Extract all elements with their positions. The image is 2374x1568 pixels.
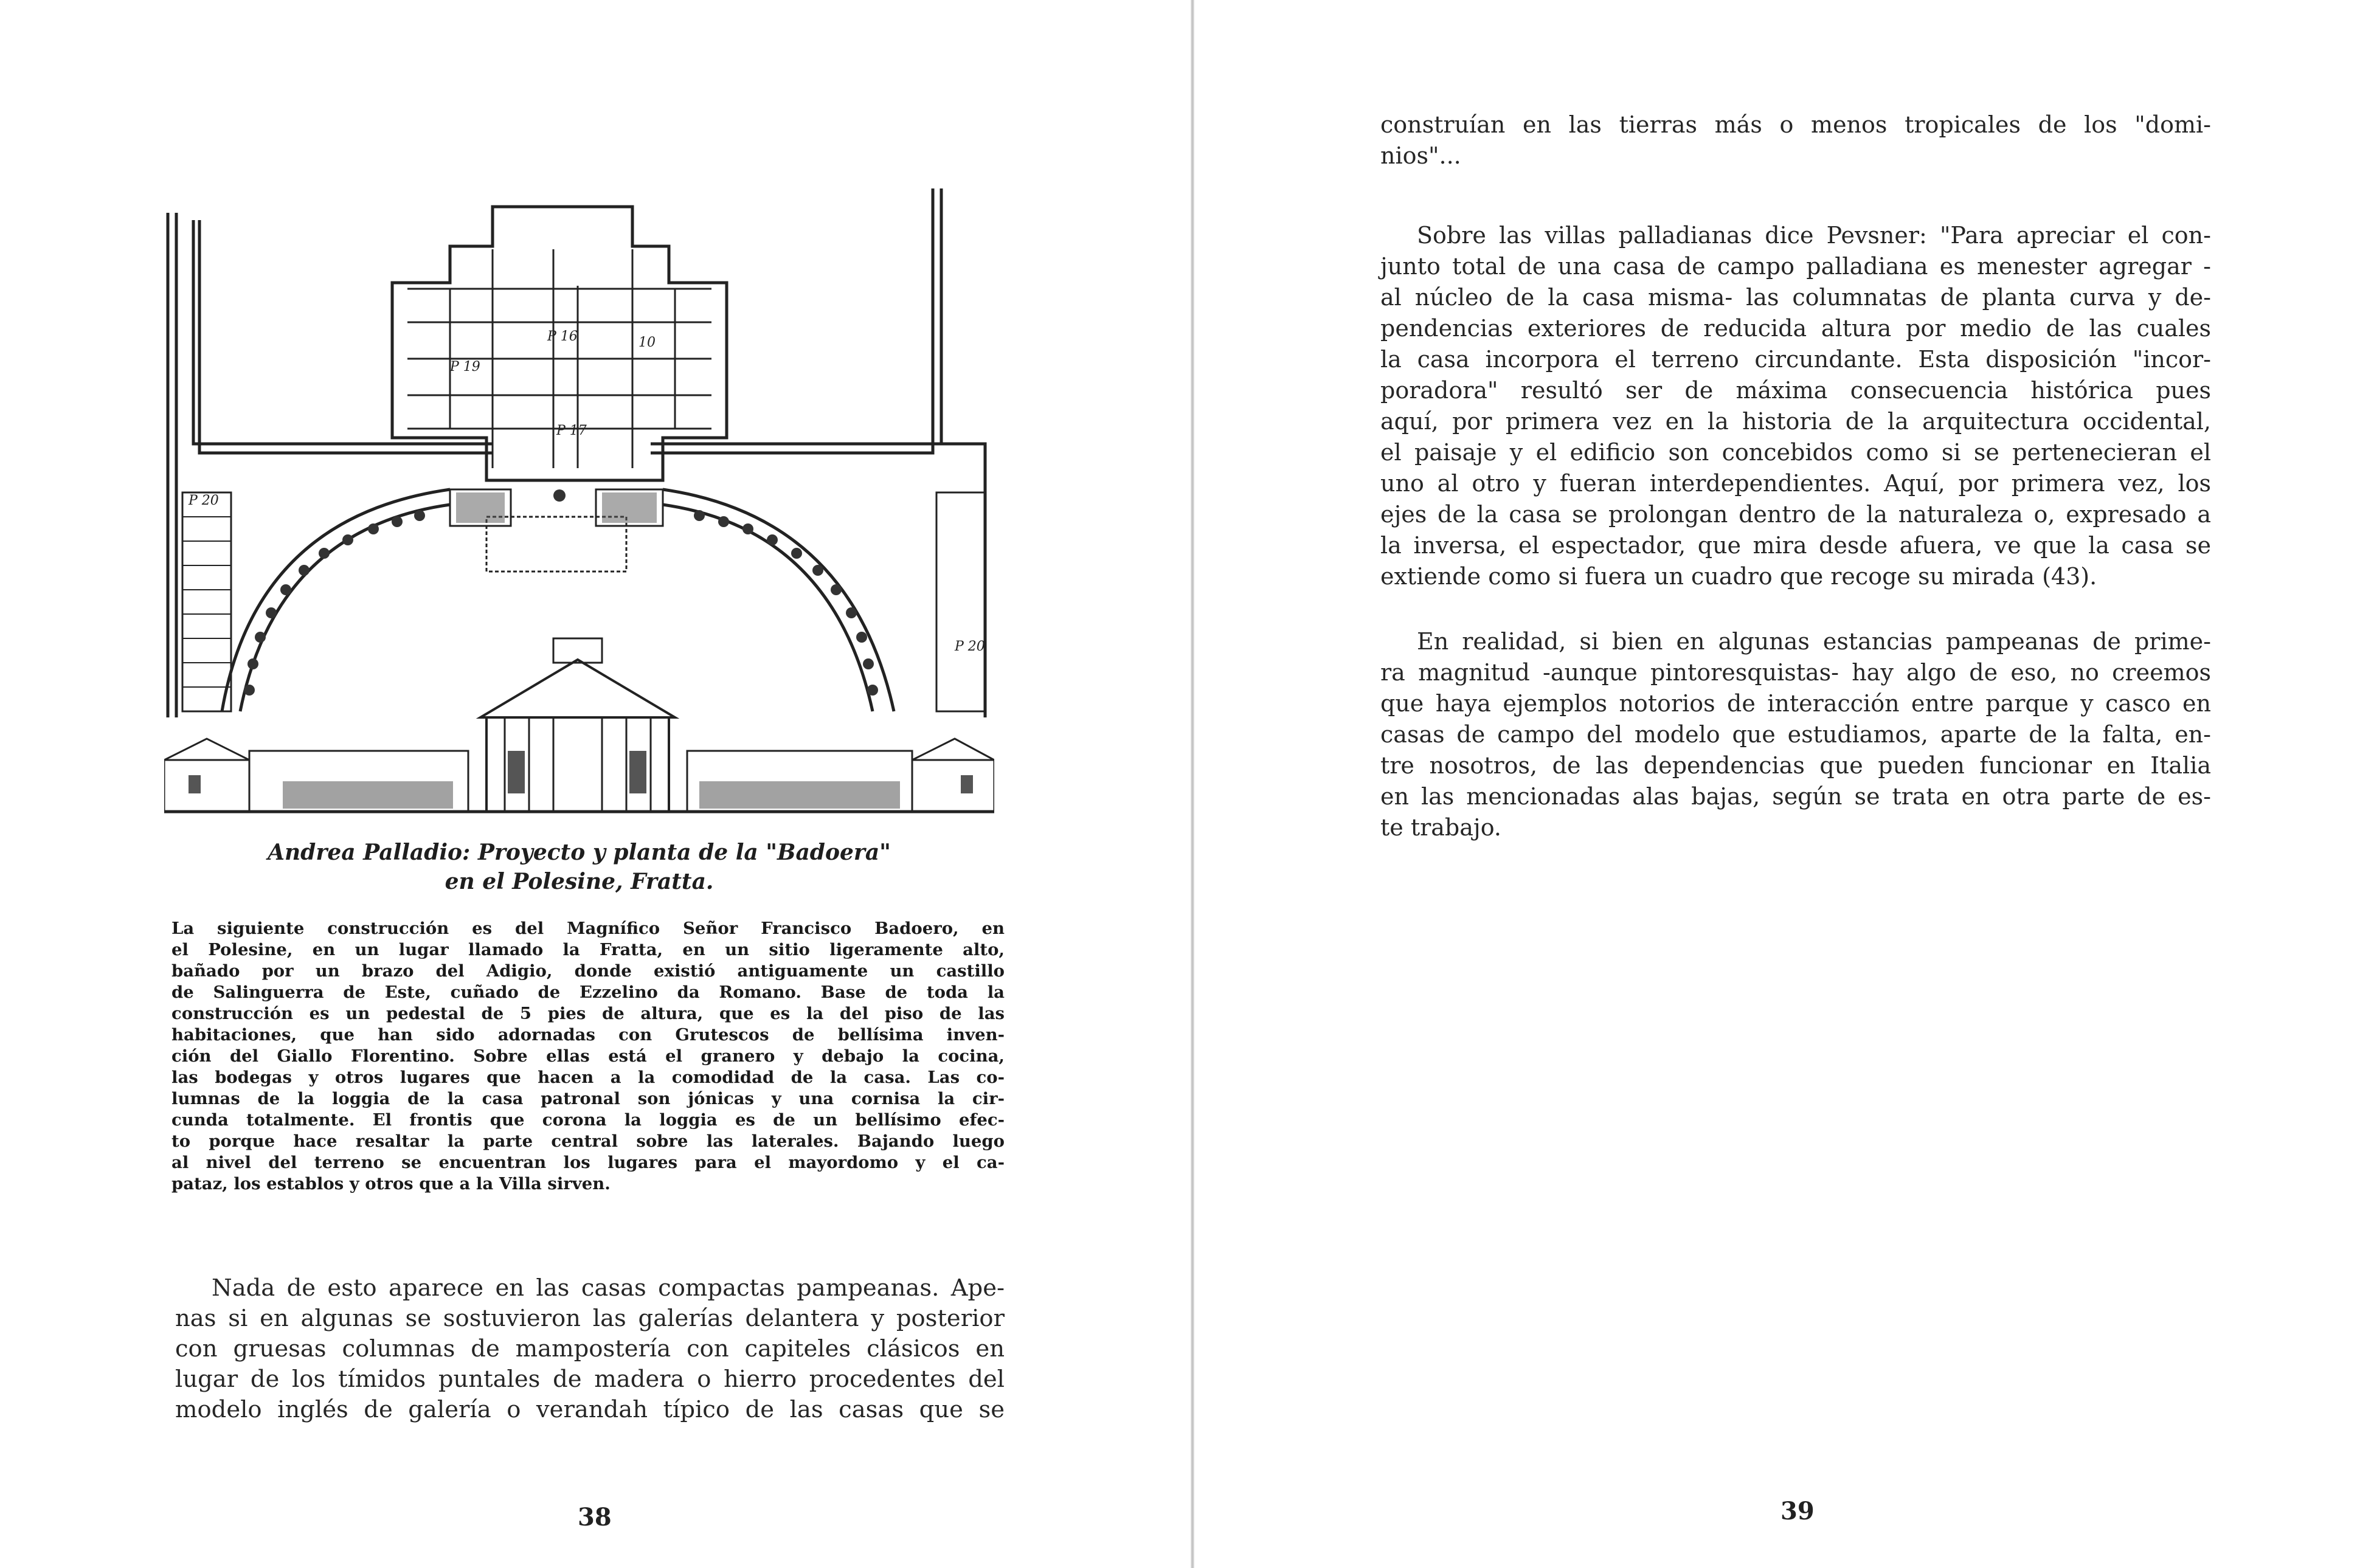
plan-and-elevation-drawing xyxy=(164,188,994,815)
paragraph-line: ra magnitud -aunque pintoresquistas- hay algo de eso, no creemos xyxy=(1380,659,2211,686)
caption-line: en el Polesine, Fratta. xyxy=(445,869,714,894)
paragraph-line: junto total de una casa de campo palladiana es menester agregar - xyxy=(1380,253,2211,280)
paragraph-line: uno al otro y fueran interdependientes. Aquí, por primera vez, los xyxy=(1380,470,2211,497)
paragraph-line: ejes de la casa se prolongan dentro de la naturaleza o, expresado a xyxy=(1380,501,2211,528)
paragraph-line: Sobre las villas palladianas dice Pevsner: "Para apreciar el con- xyxy=(1417,222,2211,249)
quote-line: La siguiente construcción es del Magnífico Señor Francisco Badoero, en xyxy=(171,919,1005,938)
caption-line: Andrea Palladio: Proyecto y planta de la "Badoera" xyxy=(268,840,891,865)
right-paragraph-3 xyxy=(1380,626,2211,843)
paragraph-line: con gruesas columnas de mampostería con capiteles clásicos en xyxy=(175,1335,1005,1363)
quote-line: to porque hace resaltar la parte central sobre las laterales. Bajando luego xyxy=(171,1131,1005,1151)
quote-line: lumnas de la loggia de la casa patronal son jónicas y una cornisa la cir- xyxy=(171,1089,1005,1108)
paragraph-line: poradora" resultó ser de máxima consecuencia histórica pues xyxy=(1380,377,2211,404)
paragraph-line: en las mencionadas alas bajas, según se trata en otra parte de es- xyxy=(1380,783,2211,810)
palladio-quote xyxy=(171,918,1005,1195)
paragraph-line: modelo inglés de galería o verandah típico de las casas que se xyxy=(175,1396,1005,1423)
paragraph-line: aquí, por primera vez en la historia de la arquitectura occidental, xyxy=(1380,408,2211,435)
plan-label-10: 10 xyxy=(638,335,656,350)
paragraph-line: construían en las tierras más o menos tropicales de los "domi- xyxy=(1380,111,2211,138)
paragraph-line: la casa incorpora el terreno circundante. Esta disposición "incor- xyxy=(1380,346,2211,373)
quote-line: al nivel del terreno se encuentran los lugares para el mayordomo y el ca- xyxy=(171,1153,1005,1172)
figure-caption xyxy=(170,838,988,896)
paragraph-line: el paisaje y el edificio son concebidos como si se pertenecieran el xyxy=(1380,439,2211,466)
quote-line: bañado por un brazo del Adigio, donde existió antiguamente un castillo xyxy=(171,961,1005,981)
villa-badoera-plan-figure xyxy=(164,188,994,815)
paragraph-line: lugar de los tímidos puntales de madera o hierro procedentes del xyxy=(175,1366,1005,1393)
paragraph-line: casas de campo del modelo que estudiamos, aparte de la falta, en- xyxy=(1380,721,2211,748)
quote-line: de Salinguerra de Este, cuñado de Ezzelino da Romano. Base de toda la xyxy=(171,983,1005,1002)
page-number-left: 38 xyxy=(578,1503,612,1532)
quote-line: ción del Giallo Florentino. Sobre ellas está el granero y debajo la cocina, xyxy=(171,1046,1005,1066)
paragraph-line: nios"... xyxy=(1380,142,1461,169)
paragraph-line: nas si en algunas se sostuvieron las galerías delantera y posterior xyxy=(175,1305,1005,1332)
quote-line: construcción es un pedestal de 5 pies de altura, que es la del piso de las xyxy=(171,1004,1005,1023)
plan-label-p17: P 17 xyxy=(556,423,587,438)
quote-line: cunda totalmente. El frontis que corona la loggia es de un bellísimo efec- xyxy=(171,1110,1005,1130)
paragraph-line: Nada de esto aparece en las casas compactas pampeanas. Ape- xyxy=(212,1274,1005,1302)
quote-line: las bodegas y otros lugares que hacen a la comodidad de la casa. Las co- xyxy=(171,1068,1005,1087)
page-number-right: 39 xyxy=(1781,1497,1815,1525)
left-body-paragraph xyxy=(175,1273,1005,1425)
plan-label-p20-left: P 20 xyxy=(189,493,219,508)
paragraph-line: tre nosotros, de las dependencias que pueden funcionar en Italia xyxy=(1380,752,2211,779)
plan-label-p19: P 19 xyxy=(450,359,480,375)
paragraph-line: te trabajo. xyxy=(1380,814,1501,841)
right-paragraph-2 xyxy=(1380,220,2211,592)
paragraph-line: extiende como si fuera un cuadro que recoge su mirada (43). xyxy=(1380,563,2097,590)
plan-label-p16: P 16 xyxy=(547,329,578,344)
paragraph-line: En realidad, si bien en algunas estancias pampeanas de prime- xyxy=(1417,628,2211,655)
paragraph-line: al núcleo de la casa misma- las columnatas de planta curva y de- xyxy=(1380,284,2211,311)
paragraph-line: pendencias exteriores de reducida altura por medio de las cuales xyxy=(1380,315,2211,342)
paragraph-line: la inversa, el espectador, que mira desde afuera, ve que la casa se xyxy=(1380,532,2211,559)
paragraph-line: que haya ejemplos notorios de interacción entre parque y casco en xyxy=(1380,690,2211,717)
plan-label-p20-right: P 20 xyxy=(955,639,985,654)
quote-line: el Polesine, en un lugar llamado la Fratta, en un sitio ligeramente alto, xyxy=(171,940,1005,959)
quote-line: habitaciones, que han sido adornadas con Grutescos de bellísima inven- xyxy=(171,1025,1005,1045)
right-paragraph-1 xyxy=(1380,109,2211,171)
quote-line: pataz, los establos y otros que a la Villa sirven. xyxy=(171,1174,611,1193)
